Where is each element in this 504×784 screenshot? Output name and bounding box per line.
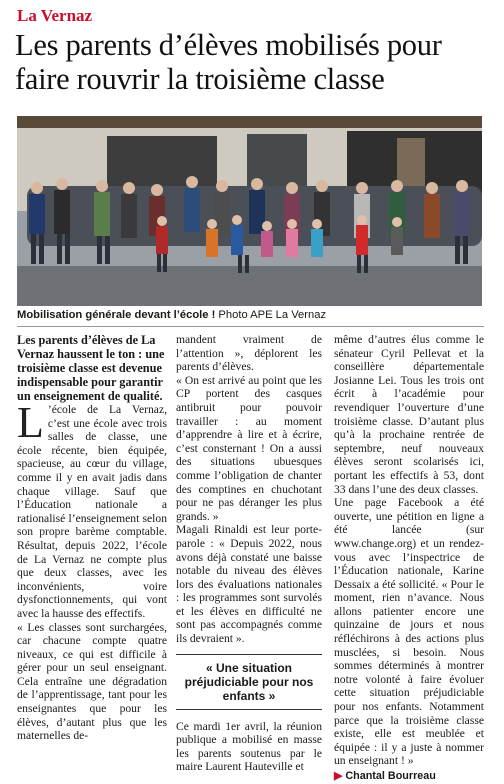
section-kicker: La Vernaz [17,6,93,25]
column-1 [17,333,167,743]
caption-title: Mobilisation générale devant l’école ! [17,309,216,321]
photo-caption [17,309,326,321]
paragraph: « On est arrivé au point que les CP portent des casques antibruit pour pouvoir travailler : au moment d’apprendre à lire et à écrire, c’est consternant ! On a aussi des situations ubuesques comme l’obligation de chanter des comptines en chuchotant pour ne pas déranger les plus grands. » [176,373,322,523]
arrow-icon: ▶ [334,770,346,782]
paragraph [17,398,167,621]
paragraph: même d’autres élus comme le sénateur Cyril Pellevat et la conseillère départementale Josianne Lei. Tous les trois ont écrit à l’académie pour revendiquer l’ouverture d’une troisième classe. D’autant plus qu’à la prochaine rentrée de septembre, neuf nouveaux élèves seront scolarisés ici, portant les effectifs à 53, dont 33 dans l’une des deux classes. [334,333,484,496]
paragraph: « Les classes sont surchargées, car chacune compte quatre niveaux, ce qui est difficile à gérer pour un seul enseignant. Cela entraîne une dégradation de l’apprentissage, tant pour les enseignantes que pour les élèves, d’autant plus que les maternelles de- [17,620,167,743]
paragraph: Magali Rinaldi est leur porte-parole : « Depuis 2022, nous avons déjà constaté une baisse notable du niveau des élèves lors des évaluations nationales : les programmes sont survolés et les élèves en difficulté ne sont pas accompagnés comme ils devraient ». [176,523,322,646]
paragraph: Une page Facebook a été ouverte, une pétition en ligne a été lancée (sur www.change.org) et un rendez-vous avec l’inspectrice de l’Éducation nationale, Karine Dessaix a été sollicité. « Pour le moment, rien n’avance. Nous allons patienter encore une quinzaine de jours et nous réfléchirons à des actions plus musclées, si besoin. Nous sommes déterminés à montrer notre volonté à faire évoluer cette situation préjudiciable pour nos enfants. Notamment parce que la troisième classe existe, elle est meublée et équipée : il y a juste à nommer un enseignant ! » [334,496,484,768]
author-signature [334,770,484,784]
article-photo [17,116,482,306]
column-2 [176,333,322,774]
paragraph: mandent vraiment de l’attention », déplorent les parents d’élèves. [176,333,322,374]
divider [17,326,484,327]
caption-credit: Photo APE La Vernaz [215,309,327,321]
paragraph: Ce mardi 1er avril, la réunion publique a mobilisé en masse les parents soutenus par le maire Laurent Hauteville et [176,719,322,774]
drop-cap: L [17,398,44,447]
pull-quote: « Une situation préjudiciable pour nos enfants » [176,654,322,710]
article-headline: Les parents d’élèves mobilisés pour faire rouvrir la troisième classe [15,28,442,96]
paragraph-text: ’école de La Vernaz, c’est une école avec trois salles de classe, une école récente, bien équipée, spacieuse, au cœur du village, comme il y en avait jadis dans chaque village. Sauf que l’Éducation nationale a rationalisé l’enseignement selon son propre barème comptable. Résultat, depuis 2022, l’école de La Vernaz ne compte plus que deux classes, avec les inconvénients, voire dysfonctionnements, qui vont avec la hausse des effectifs. [17,403,167,620]
author-name: Chantal Bourreau [345,770,436,782]
column-3 [334,333,484,784]
article-lede: Les parents d’élèves de La Vernaz haussent le ton : une troisième classe est devenue indispensable pour garantir un enseignement de qualité. [17,333,165,403]
